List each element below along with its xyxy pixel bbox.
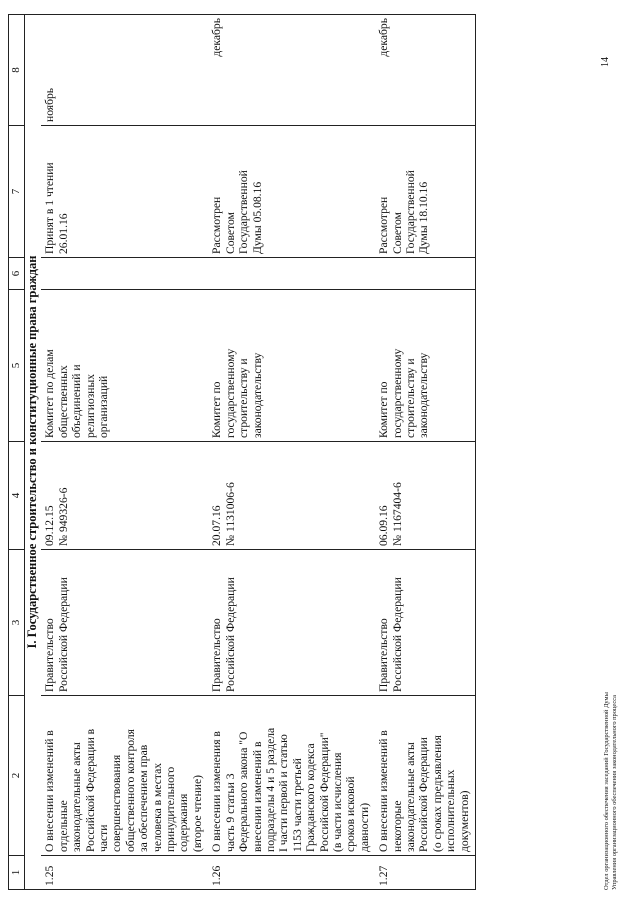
planned-month: декабрь xyxy=(375,15,475,126)
column-number: 4 xyxy=(9,442,25,550)
bill-title: О внесении изменений в некоторые законодательные акты Российской Федерации (о сроках предъявления исполнительных документов) xyxy=(375,696,475,856)
column-number: 5 xyxy=(9,290,25,442)
column-number: 3 xyxy=(9,550,25,696)
planned-month: декабрь xyxy=(208,15,375,126)
footer-line: Управления организационного обеспечения законодательного процесса xyxy=(611,695,618,890)
bill-status: Рассмотрен Советом Государственной Думы 18.10.16 xyxy=(375,126,475,258)
table-row xyxy=(41,15,208,890)
row-number: 1.27 xyxy=(375,856,475,890)
section-heading-row xyxy=(25,15,42,890)
row-number: 1.25 xyxy=(41,856,208,890)
page-number: 14 xyxy=(600,57,611,67)
bill-status: Рассмотрен Советом Государственной Думы 05.08.16 xyxy=(208,126,375,258)
bill-date-number: 20.07.16 № 1131006-6 xyxy=(208,442,375,550)
footer-line: Отдел организационного обеспечения заседаний Государственной Думы xyxy=(603,692,610,890)
responsible-committee: Комитет по государственному строительству и законодательству xyxy=(375,290,475,442)
column-6-cell xyxy=(208,258,375,290)
column-number: 7 xyxy=(9,126,25,258)
row-number: 1.26 xyxy=(208,856,375,890)
column-number: 8 xyxy=(9,15,25,126)
column-number: 2 xyxy=(9,696,25,856)
column-6-cell xyxy=(41,258,208,290)
column-number-row xyxy=(9,15,25,890)
bill-date-number: 06.09.16 № 1167404-6 xyxy=(375,442,475,550)
bill-initiator: Правительство Российской Федерации xyxy=(208,550,375,696)
bill-title: О внесении изменения в часть 9 статьи 3 Федерального закона "О внесении изменений в подразделы 4 и 5 раздела I части первой и статью 1153 части третьей Гражданского кодекса Российской Федерации" (в части исчисления сроков исковой давности) xyxy=(208,696,375,856)
bill-initiator: Правительство Российской Федерации xyxy=(375,550,475,696)
bill-title: О внесении изменений в отдельные законодательные акты Российской Федерации в части совершенствования общественного контроля за обеспечением прав человека в местах принудительного содержания (второе чтение) xyxy=(41,696,208,856)
column-number: 6 xyxy=(9,258,25,290)
table-row xyxy=(375,15,475,890)
bill-initiator: Правительство Российской Федерации xyxy=(41,550,208,696)
table-row xyxy=(208,15,375,890)
section-title: I. Государственное строительство и конституционные права граждан xyxy=(25,15,42,890)
document-footer xyxy=(603,692,619,890)
column-6-cell xyxy=(375,258,475,290)
bill-status: Принят в 1 чтении 26.01.16 xyxy=(41,126,208,258)
responsible-committee: Комитет по делам общественных объединений и религиозных организаций xyxy=(41,290,208,442)
column-number: 1 xyxy=(9,856,25,890)
bill-date-number: 09.12.15 № 949326-6 xyxy=(41,442,208,550)
responsible-committee: Комитет по государственному строительству и законодательству xyxy=(208,290,375,442)
planned-month: ноябрь xyxy=(41,15,208,126)
bills-table xyxy=(8,14,476,890)
